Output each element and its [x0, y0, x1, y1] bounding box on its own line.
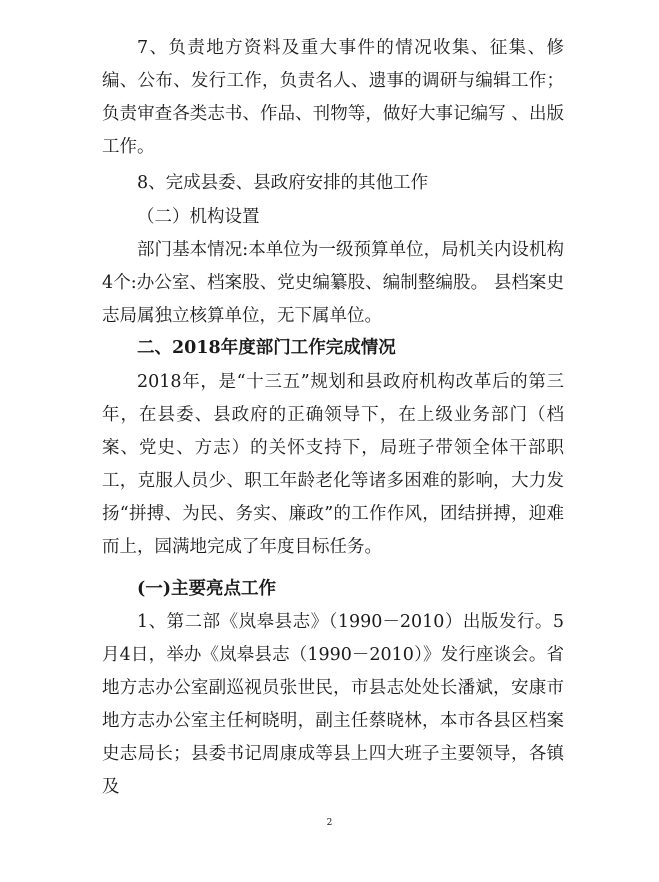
- section-2-title: （二）机构设置: [137, 207, 260, 227]
- section-2-body: 部门基本情况:本单位为一级预算单位，局机关内设机构4个:办公室、档案股、党史编纂股、编制整编股。 县档案史志局属独立核算单位，无下属单位。: [102, 240, 564, 326]
- page-number: 2: [326, 818, 333, 828]
- duty-7-paragraph: 7、负责地方资料及重大事件的情况收集、征集、修编、公布、发行工作，负责名人、遗事的调研与编辑工作；负责审查各类志书、作品、刊物等，做好大事记编写 、出版工作。: [102, 38, 564, 157]
- part-2-heading: 二、2018年度部门工作完成情况: [137, 338, 396, 358]
- highlights-heading: (一)主要亮点工作: [137, 579, 277, 599]
- highlight-1-paragraph: 1、第二部《岚皋县志》（1990－2010）出版发行。5月4日，举办《岚皋县志（1990－2010）》发行座谈会。省地方志办公室副巡视员张世民，市县志处处长潘斌，安康市地方志办公室主任柯晓明，副主任蔡晓林，本市各县区档案史志局长；县委书记周康成等县上四大班子主要领导，各镇及: [102, 612, 564, 797]
- part-2-body: 2018年，是“十三五”规划和县政府机构改革后的第三年，在县委、县政府的正确领导下，在上级业务部门（档案、党史、方志）的关怀支持下，局班子带领全体干部职工，克服人员少、职工年龄老化等诸多困难的影响，大力发扬“拼搏、为民、务实、廉政”的工作作风，团结拼搏，迎难而上，园满地完成了年度目标任务。: [102, 372, 564, 557]
- duty-8-paragraph: 8、完成县委、县政府安排的其他工作: [137, 173, 429, 193]
